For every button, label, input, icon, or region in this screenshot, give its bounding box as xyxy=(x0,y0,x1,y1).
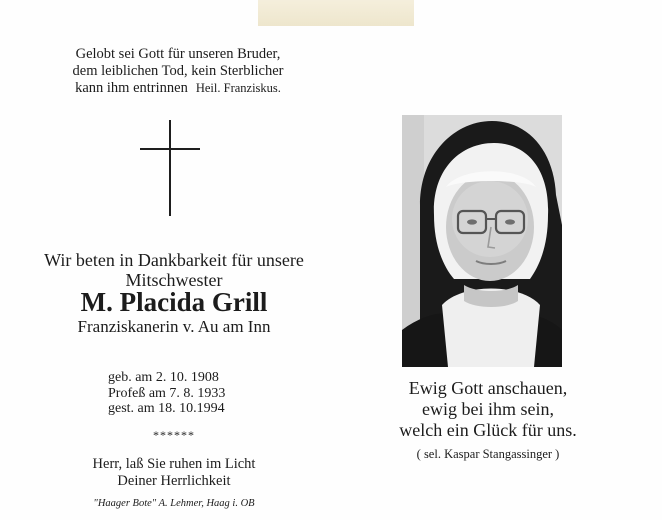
prayer-line-2: Mitschwester xyxy=(125,270,223,290)
motto-line-2: dem leiblichen Tod, kein Sterblicher xyxy=(72,63,284,79)
quote-attribution: ( sel. Kaspar Stangassinger ) xyxy=(416,447,560,461)
deceased-name: M. Placida Grill xyxy=(80,287,268,317)
portrait-photo xyxy=(402,115,562,367)
prayer-line-1: Wir beten in Dankbarkeit für unsere xyxy=(44,250,304,270)
quote-line-3: welch ein Glück für uns. xyxy=(399,420,577,440)
rest-line-2: Deiner Herrlichkeit xyxy=(117,473,231,489)
prayer-intro xyxy=(18,250,330,290)
nun-portrait-icon xyxy=(402,115,562,367)
star-separator: ****** xyxy=(153,428,195,442)
quote-line-1: Ewig Gott anschauen, xyxy=(408,378,568,398)
deceased-order: Franziskanerin v. Au am Inn xyxy=(77,317,271,336)
tape-strip xyxy=(258,0,414,26)
closing-quote xyxy=(372,378,604,441)
rest-line-1: Herr, laß Sie ruhen im Licht xyxy=(92,456,256,472)
printer-imprint: "Haager Bote" A. Lehmer, Haag i. OB xyxy=(93,498,255,509)
birth-date: geb. am 2. 10. 1908 xyxy=(108,370,219,385)
motto-verse xyxy=(58,46,298,97)
motto-line-3 xyxy=(58,80,298,97)
motto-line-1: Gelobt sei Gott für unseren Bruder, xyxy=(75,46,281,62)
cross-icon xyxy=(140,120,200,216)
profess-date: Profeß am 7. 8. 1933 xyxy=(108,385,226,401)
life-dates xyxy=(108,370,225,417)
motto-line-3-text: kann ihm entrinnen xyxy=(75,80,188,96)
quote-line-2: ewig bei ihm sein, xyxy=(422,399,554,419)
death-date: gest. am 18. 10.1994 xyxy=(108,401,225,416)
motto-attribution: Heil. Franziskus. xyxy=(195,81,281,95)
rest-prayer xyxy=(18,456,330,490)
